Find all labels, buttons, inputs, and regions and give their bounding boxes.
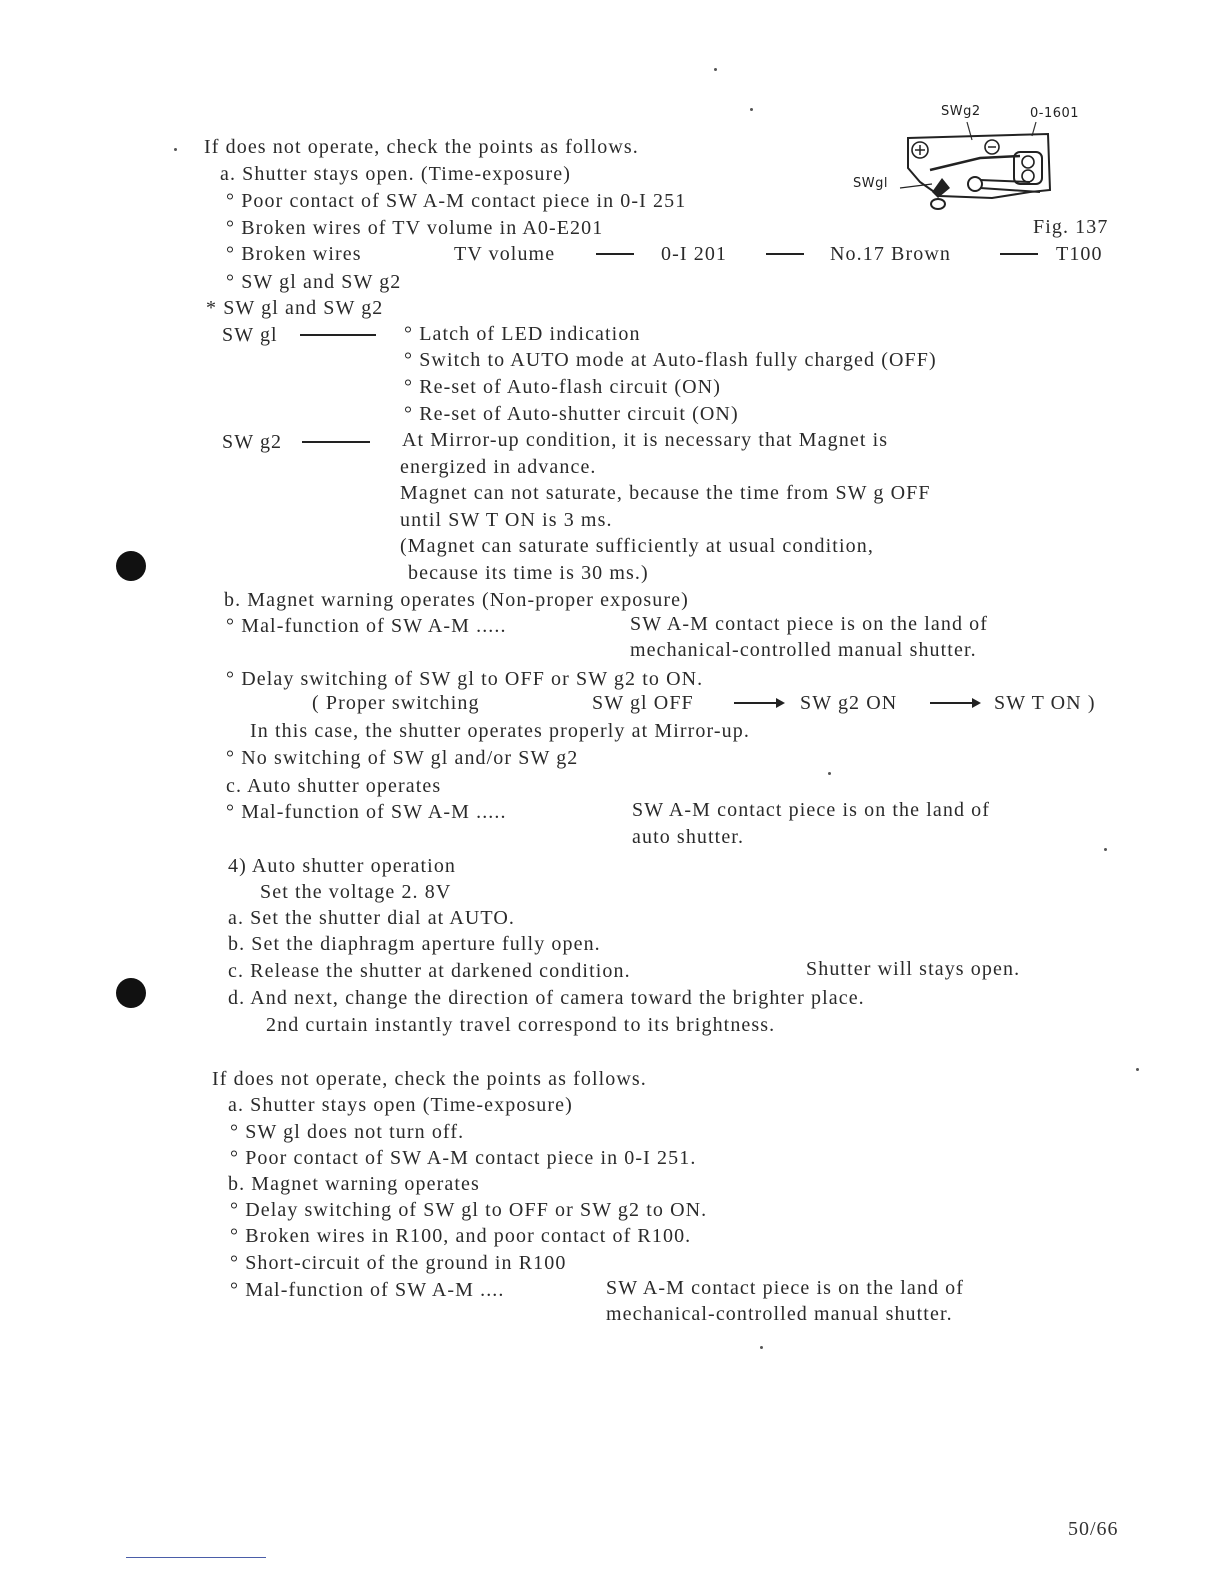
section-b-item-a-title: a. Shutter stays open (Time-exposure) bbox=[228, 1094, 573, 1116]
scan-speck bbox=[174, 148, 177, 151]
section-a-a-item-3 bbox=[226, 242, 1103, 266]
part-0-i-201-label: 0-I 201 bbox=[661, 243, 728, 265]
section-4-step-b: b. Set the diaphragm aperture fully open. bbox=[228, 933, 601, 955]
swg2-line-6: because its time is 30 ms.) bbox=[408, 562, 649, 584]
swg1-label bbox=[222, 323, 278, 347]
swg1-item-3: ° Re-set of Auto-flash circuit (ON) bbox=[404, 376, 721, 398]
swg1-off-label: SW gl OFF bbox=[592, 692, 694, 714]
section-a-b-no-switching: ° No switching of SW gl and/or SW g2 bbox=[226, 747, 579, 769]
section-b-b-item-4-desc-1: SW A-M contact piece is on the land of bbox=[606, 1277, 965, 1299]
dash-line-1 bbox=[596, 253, 634, 255]
swg2-line-3: Magnet can not saturate, because the time from SW g OFF bbox=[400, 482, 931, 504]
section-4-step-a: a. Set the shutter dial at AUTO. bbox=[228, 907, 516, 929]
scan-speck bbox=[714, 68, 717, 71]
scan-speck bbox=[1104, 848, 1107, 851]
swg2-line-4: until SW T ON is 3 ms. bbox=[400, 509, 613, 531]
dash-line-3 bbox=[1000, 253, 1038, 255]
section-4-step-c-result: Shutter will stays open. bbox=[806, 958, 1021, 980]
section-4-step-d: d. And next, change the direction of camera toward the brighter place. bbox=[228, 987, 865, 1009]
arrow-icon-2 bbox=[930, 702, 974, 704]
dash-line-2 bbox=[766, 253, 804, 255]
section-b-b-item-4-desc-2: mechanical-controlled manual shutter. bbox=[606, 1303, 953, 1325]
section-b-b-item-3: ° Short-circuit of the ground in R100 bbox=[230, 1252, 567, 1274]
section-a-c-malfunction-desc-2: auto shutter. bbox=[632, 826, 745, 848]
section-4-title: 4) Auto shutter operation bbox=[228, 855, 457, 877]
section-a-b-malfunction-desc-1: SW A-M contact piece is on the land of bbox=[630, 613, 989, 635]
page-number: 50/66 bbox=[1068, 1518, 1119, 1540]
section-b-a-item-1: ° SW gl does not turn off. bbox=[230, 1121, 465, 1143]
section-4-voltage: Set the voltage 2. 8V bbox=[260, 881, 452, 903]
bottom-rule bbox=[126, 1557, 266, 1558]
section-b-intro: If does not operate, check the points as follows. bbox=[212, 1068, 647, 1090]
binder-hole-top bbox=[116, 551, 146, 581]
figure-label-part: 0-1601 bbox=[1030, 106, 1080, 121]
scan-speck bbox=[1136, 1068, 1139, 1071]
section-a-intro: If does not operate, check the points as follows. bbox=[204, 136, 639, 158]
section-b-item-b-title: b. Magnet warning operates bbox=[228, 1173, 480, 1195]
section-a-item-c-title: c. Auto shutter operates bbox=[226, 775, 442, 797]
t100-label: T100 bbox=[1056, 243, 1103, 265]
swg1-text: SW gl bbox=[222, 324, 278, 346]
section-a-item-b-title: b. Magnet warning operates (Non-proper exposure) bbox=[224, 589, 689, 611]
section-a-c-malfunction: ° Mal-function of SW A-M ..... bbox=[226, 801, 507, 823]
swg2-label bbox=[222, 430, 282, 454]
section-b-b-item-4: ° Mal-function of SW A-M .... bbox=[230, 1279, 505, 1301]
scan-speck bbox=[760, 1346, 763, 1349]
swt-on-label: SW T ON ) bbox=[994, 692, 1096, 714]
arrow-icon-1 bbox=[734, 702, 778, 704]
section-4-step-d-cont: 2nd curtain instantly travel correspond to its brightness. bbox=[266, 1014, 776, 1036]
section-b-b-item-1: ° Delay switching of SW gl to OFF or SW g2 to ON. bbox=[230, 1199, 708, 1221]
figure-label-swg2: SWg2 bbox=[941, 104, 981, 119]
section-a-b-malfunction: ° Mal-function of SW A-M ..... bbox=[226, 615, 507, 637]
swg1-connector-line bbox=[300, 334, 376, 336]
section-a-b-malfunction-desc-2: mechanical-controlled manual shutter. bbox=[630, 639, 977, 661]
section-a-a-item-1: ° Poor contact of SW A-M contact piece in 0-I 251 bbox=[226, 190, 687, 212]
arrow-head-2 bbox=[972, 698, 981, 708]
scan-speck bbox=[750, 108, 753, 111]
section-b-a-item-2: ° Poor contact of SW A-M contact piece in 0-I 251. bbox=[230, 1147, 697, 1169]
swg1-item-4: ° Re-set of Auto-shutter circuit (ON) bbox=[404, 403, 739, 425]
figure-caption: Fig. 137 bbox=[1033, 216, 1109, 238]
section-a-a-item-4: ° SW gl and SW g2 bbox=[226, 271, 402, 293]
proper-switching-line bbox=[312, 691, 1096, 715]
section-a-c-malfunction-desc-1: SW A-M contact piece is on the land of bbox=[632, 799, 991, 821]
broken-wires-label: ° Broken wires bbox=[226, 243, 362, 265]
switch-diagram-illustration bbox=[880, 118, 1060, 218]
section-4-step-c: c. Release the shutter at darkened condition. bbox=[228, 960, 631, 982]
proper-switching-label: ( Proper switching bbox=[312, 692, 480, 714]
section-a-b-delay: ° Delay switching of SW gl to OFF or SW g2 to ON. bbox=[226, 668, 704, 690]
swg2-line-2: energized in advance. bbox=[400, 456, 597, 478]
swg2-on-label: SW g2 ON bbox=[800, 692, 898, 714]
brown-wire-label: No.17 Brown bbox=[830, 243, 951, 265]
figure-label-swg1: SWgl bbox=[853, 176, 888, 191]
swg2-line-5: (Magnet can saturate sufficiently at usual condition, bbox=[400, 535, 874, 557]
note-swg-title: * SW gl and SW g2 bbox=[206, 297, 384, 319]
swg2-line-1: At Mirror-up condition, it is necessary that Magnet is bbox=[402, 429, 889, 451]
swg1-item-2: ° Switch to AUTO mode at Auto-flash fully charged (OFF) bbox=[404, 349, 937, 371]
tv-volume-label: TV volume bbox=[454, 243, 556, 265]
swg1-item-1: ° Latch of LED indication bbox=[404, 323, 641, 345]
section-b-b-item-2: ° Broken wires in R100, and poor contact of R100. bbox=[230, 1225, 692, 1247]
section-a-b-in-this-case: In this case, the shutter operates properly at Mirror-up. bbox=[250, 720, 750, 742]
swg2-text: SW g2 bbox=[222, 431, 283, 453]
scan-speck bbox=[828, 772, 831, 775]
binder-hole-bottom bbox=[116, 978, 146, 1008]
section-a-item-a-title: a. Shutter stays open. (Time-exposure) bbox=[220, 163, 572, 185]
arrow-head-1 bbox=[776, 698, 785, 708]
swg2-connector-line bbox=[302, 441, 370, 443]
section-a-a-item-2: ° Broken wires of TV volume in A0-E201 bbox=[226, 217, 604, 239]
